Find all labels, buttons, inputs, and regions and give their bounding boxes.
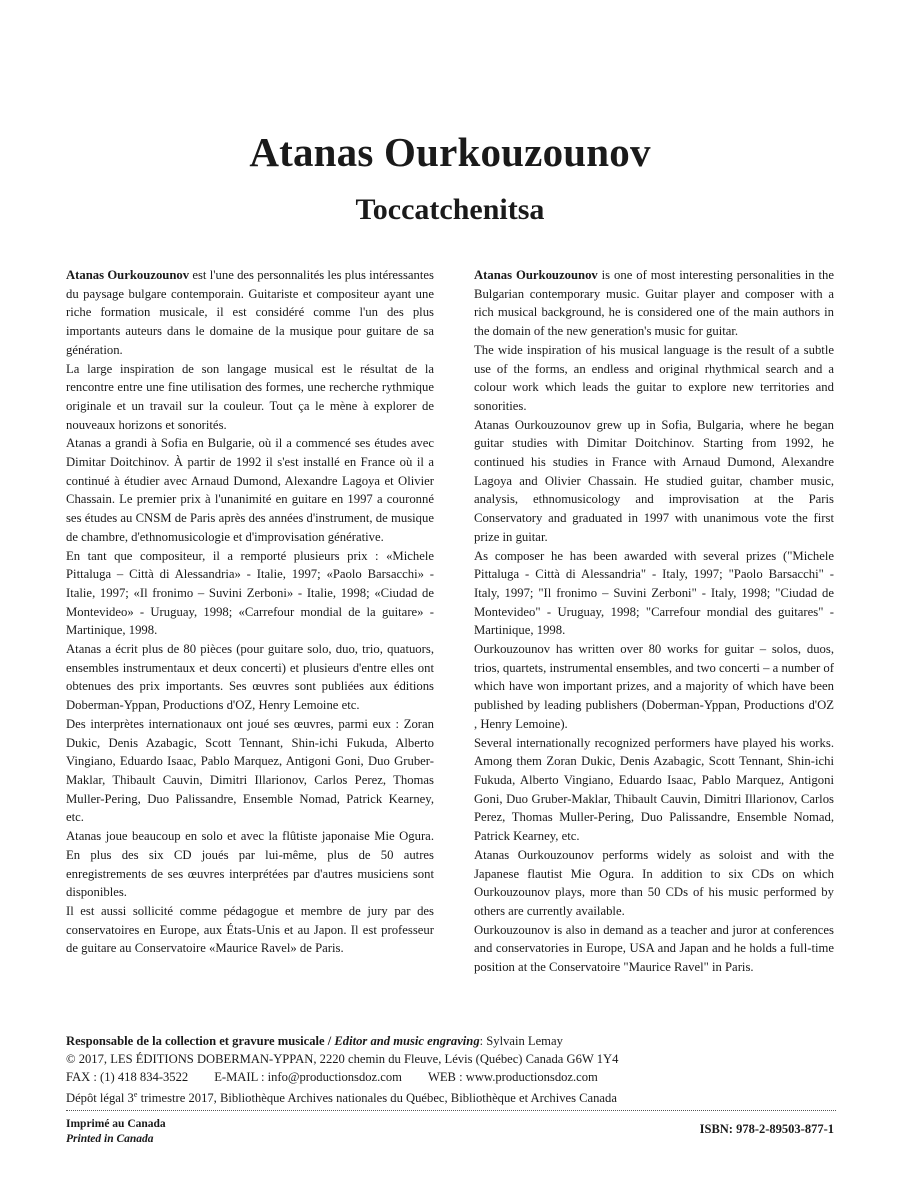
page-title: Atanas Ourkouzounov <box>249 129 651 175</box>
publisher-info <box>66 1032 836 1107</box>
printed-fr: Imprimé au Canada <box>66 1118 166 1130</box>
legal-deposit-line: Dépôt légal 3e trimestre 2017, Bibliothèque Archives nationales du Québec, Bibliothèque et Archives Canada <box>66 1090 617 1106</box>
printed-en: Printed in Canada <box>66 1133 154 1145</box>
english-paragraph: As composer he has been awarded with several prizes ("Michele Pittaluga - Città di Alessandria" - Italy, 1997; "Paolo Barsacchi" - Italy, 1997; "Il fronimo – Suvini Zerboni" - Italy, 1998; "Ciudad de Montevideo" - Uruguay, 1998; "Carrefour mondial des guitares" - Martinique, 1998. <box>474 548 834 638</box>
composer-name: Atanas Ourkouzounov <box>474 268 598 282</box>
piece-title: Toccatchenitsa <box>355 193 545 226</box>
english-paragraph: Ourkouzounov is also in demand as a teacher and juror at conferences and conservatories in Europe, USA and Japan and he holds a full-time position at the Conservatoire "Maurice Ravel" in Paris. <box>474 922 834 975</box>
french-paragraph: Atanas Ourkouzounov est l'une des personnalités les plus intéressantes du paysage bulgare contemporain. Guitariste et compositeur ayant une riche formation musicale, il est considéré comme l'un des plus importants auteurs dans le domaine de la musique pour guitare de sa génération. <box>66 268 434 357</box>
copyright-line: © 2017, LES ÉDITIONS DOBERMAN-YPPAN, 2220 chemin du Fleuve, Lévis (Québec) Canada G6W 1Y4 <box>66 1052 619 1066</box>
french-paragraph: Atanas a grandi à Sofia en Bulgarie, où il a commencé ses études avec Dimitar Doitchinov. À partir de 1992 il s'est installé en France où il a continué à étudier avec Arnaud Dumond, Alexandre Lagoya et Olivier Chassain. Le premier prix à l'unanimité en guitare en 1997 a couronné ses études au CNSM de Paris après des années d'instrument, de musique de chambre, d'ethnomusicologie et d'improvisation générative. <box>66 436 434 544</box>
english-paragraph: Atanas Ourkouzounov is one of most interesting personalities in the Bulgarian contemporary music. Guitar player and composer with a rich musical background, he is considered one of the main authors in the domain of the new generation's music for guitar. <box>474 268 835 339</box>
french-paragraph: Atanas joue beaucoup en solo et avec la flûtiste japonaise Mie Ogura. En plus des six CD joués par lui-même, plus de 50 autres enregistrements de ses œuvres interprétées par d'autres musiciens sont disponibles. <box>66 829 434 900</box>
printed-in <box>66 1117 166 1147</box>
english-paragraph: Ourkouzounov has written over 80 works for guitar – solos, duos, trios, quartets, instrumental ensembles, and two concerti – a number of which have won important prizes, and a majority of which have been published by leading publishers (Doberman-Yppan, Productions d'OZ , Henry Lemoine). <box>474 642 834 731</box>
french-paragraph: Atanas a écrit plus de 80 pièces (pour guitare solo, duo, trio, quatuors, ensembles instrumentaux et deux concerti) et plusieurs d'entre elles ont obtenues des prix importants. Ses œuvres sont publiées aux éditions Doberman-Yppan, Productions d'OZ, Henry Lemoine etc. <box>66 642 434 713</box>
french-paragraph: La large inspiration de son langage musical est le résultat de la rencontre entre une fine utilisation des formes, une recherche rythmique originale et un travail sur la couleur. Tout ça le mène à explorer de nouveaux horizons et sonorités. <box>66 361 434 432</box>
isbn: ISBN: 978-2-89503-877-1 <box>699 1122 834 1136</box>
credit-line: Responsable de la collection et gravure musicale / Editor and music engraving: Sylvain Lemay <box>66 1034 563 1048</box>
english-biography <box>474 266 834 977</box>
fax-number: FAX : (1) 418 834-3522 <box>66 1070 189 1084</box>
contact-line <box>66 1068 836 1086</box>
french-paragraph: En tant que compositeur, il a remporté plusieurs prix : «Michele Pittaluga – Città di Alessandria» - Italie, 1997; «Paolo Barsacchi» - Italie, 1997; «Il fronimo – Suvini Zerboni» - Italie, 1998; «Ciudad de Montevideo» - Uruguay, 1998; «Carrefour mondial de la guitare» - Martinique, 1998. <box>66 548 434 638</box>
french-paragraph: Il est aussi sollicité comme pédagogue et membre de jury par des conservatoires en Europe, aux États-Unis et au Japon. Il est professeur de guitare au Conservatoire «Maurice Ravel» de Paris. <box>66 903 434 956</box>
website: WEB : www.productionsdoz.com <box>427 1070 598 1084</box>
english-paragraph: The wide inspiration of his musical language is the result of a subtle use of the forms, an endless and original rhythmical search and a colour work which leads the guitar to explore new territories and sonorities. <box>474 342 834 413</box>
english-paragraph: Atanas Ourkouzounov grew up in Sofia, Bulgaria, where he began guitar studies with Dimitar Doitchinov. Starting from 1992, he continued his studies in France with Arnaud Dumond, Alexandre Lagoya and Olivier Chassain. He studied guitar, chamber music, analysis, ethnomusicology and improvisation at the Paris Conservatory and graduated in 1997 with unanimous vote the first prize in guitar. <box>474 417 834 544</box>
french-biography <box>66 266 434 958</box>
french-paragraph: Des interprètes internationaux ont joué ses œuvres, parmi eux : Zoran Dukic, Denis Azabagic, Scott Tennant, Shin-ichi Fukuda, Alberto Vingiano, Eduardo Isaac, Pablo Marquez, Antigoni Goni, Duo Gruber-Maklar, Thibault Cauvin, Dimitri Illarionov, Carlos Perez, Thomas Muller-Pering, Duo Palissandre, Ensemble Nomad, Patrick Kearney, etc. <box>66 716 434 825</box>
email-address: E-MAIL : info@productionsdoz.com <box>214 1070 402 1084</box>
english-paragraph: Several internationally recognized performers have played his works. Among them Zoran Dukic, Denis Azabagic, Scott Tennant, Shin-ichi Fukuda, Alberto Vingiano, Eduardo Isaac, Pablo Marquez, Antigoni Goni, Duo Gruber-Maklar, Thibault Cauvin, Dimitri Illarionov, Carlos Perez, Thomas Muller-Pering, Duo Palissandre, Ensemble Nomad, Patrick Kearney, etc. <box>474 735 834 844</box>
footer-divider <box>66 1110 836 1111</box>
composer-name: Atanas Ourkouzounov <box>66 268 190 282</box>
english-paragraph: Atanas Ourkouzounov performs widely as soloist and with the Japanese flautist Mie Ogura. In addition to six CDs on which Ourkouzounov plays, more than 50 CDs of his music performed by others are currently available. <box>474 847 834 918</box>
